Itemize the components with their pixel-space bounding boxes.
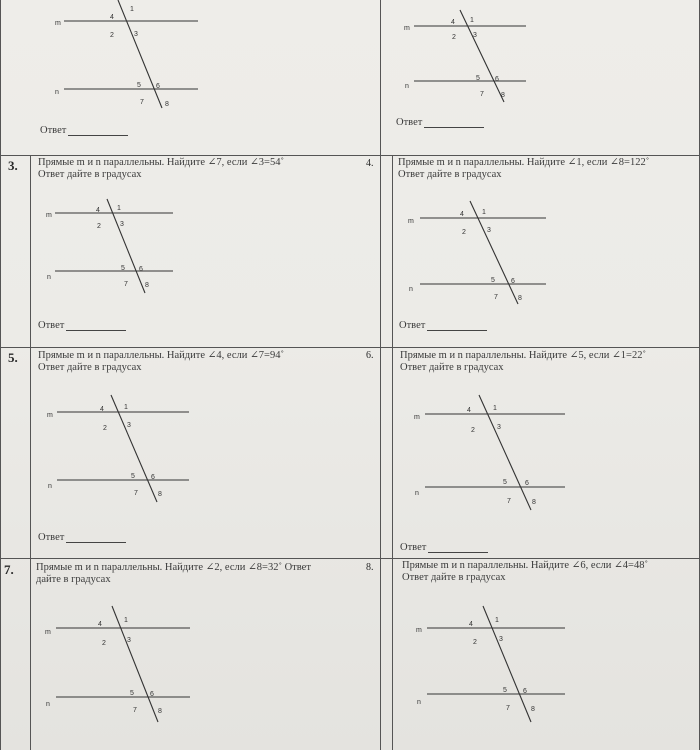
label-5: 5 <box>491 277 495 284</box>
label-6: 6 <box>150 691 154 698</box>
label-5: 5 <box>137 82 141 89</box>
label-7: 7 <box>494 294 498 301</box>
label-6: 6 <box>511 278 515 285</box>
label-8: 8 <box>532 499 536 506</box>
label-8: 8 <box>531 706 535 713</box>
label-4: 4 <box>460 211 464 218</box>
parallel-lines-figure-2 <box>400 0 560 110</box>
label-5: 5 <box>121 265 125 272</box>
label-7: 7 <box>124 281 128 288</box>
label-2: 2 <box>462 229 466 236</box>
parallel-lines-figure-6 <box>405 392 575 512</box>
label-1: 1 <box>470 17 474 24</box>
parallel-lines-figure-1 <box>50 0 210 115</box>
label-m: m <box>55 20 61 27</box>
label-7: 7 <box>506 705 510 712</box>
label-8: 8 <box>158 708 162 715</box>
transversal <box>470 201 518 304</box>
parallel-lines-figure-7 <box>40 600 200 725</box>
task-number-3: 3. <box>8 158 18 173</box>
label-n: n <box>46 701 50 708</box>
label-4: 4 <box>100 406 104 413</box>
answer-field-1[interactable] <box>40 125 128 136</box>
label-3: 3 <box>487 227 491 234</box>
label-2: 2 <box>473 639 477 646</box>
label-m: m <box>416 627 422 634</box>
row-divider-1 <box>0 155 700 156</box>
answer-field-4[interactable] <box>399 320 487 331</box>
label-n: n <box>417 699 421 706</box>
transversal <box>479 395 531 510</box>
label-2: 2 <box>97 223 101 230</box>
answer-label: Ответ <box>38 532 65 543</box>
label-m: m <box>404 25 410 32</box>
label-n: n <box>405 83 409 90</box>
answer-blank[interactable] <box>424 117 484 128</box>
task-line-1: Прямые m и n параллельны. Найдите ∠2, если ∠8=32˚ Ответ <box>36 562 311 573</box>
label-6: 6 <box>525 480 529 487</box>
label-5: 5 <box>130 690 134 697</box>
answer-blank[interactable] <box>428 542 488 553</box>
label-2: 2 <box>103 425 107 432</box>
label-3: 3 <box>127 422 131 429</box>
number-col-divider-left <box>30 155 31 750</box>
label-m: m <box>408 218 414 225</box>
label-n: n <box>409 286 413 293</box>
label-2: 2 <box>102 640 106 647</box>
transversal <box>118 0 162 108</box>
answer-field-3[interactable] <box>38 320 126 331</box>
label-7: 7 <box>507 498 511 505</box>
label-n: n <box>55 89 59 96</box>
label-3: 3 <box>134 31 138 38</box>
label-4: 4 <box>110 14 114 21</box>
label-6: 6 <box>495 76 499 83</box>
label-1: 1 <box>124 617 128 624</box>
answer-field-2[interactable] <box>396 117 484 128</box>
label-1: 1 <box>482 209 486 216</box>
task-line-1: Прямые m и n параллельны. Найдите ∠5, если ∠1=22˚ <box>400 350 646 361</box>
task-line-2: Ответ дайте в градусах <box>398 169 502 180</box>
label-4: 4 <box>451 19 455 26</box>
task-line-1: Прямые m и n параллельны. Найдите ∠4, если ∠7=94˚ <box>38 350 284 361</box>
task-text-3 <box>38 157 348 181</box>
label-1: 1 <box>495 617 499 624</box>
label-n: n <box>48 483 52 490</box>
answer-field-6[interactable] <box>400 542 488 553</box>
label-3: 3 <box>499 636 503 643</box>
answer-blank[interactable] <box>66 532 126 543</box>
task-text-8 <box>402 560 700 584</box>
answer-label: Ответ <box>400 542 427 553</box>
parallel-lines-figure-4 <box>400 198 560 308</box>
label-5: 5 <box>476 75 480 82</box>
label-n: n <box>47 274 51 281</box>
label-8: 8 <box>165 101 169 108</box>
label-4: 4 <box>467 407 471 414</box>
label-3: 3 <box>497 424 501 431</box>
label-1: 1 <box>493 405 497 412</box>
answer-label: Ответ <box>399 320 426 331</box>
label-1: 1 <box>117 205 121 212</box>
task-number-7: 7. <box>4 562 14 577</box>
task-number-4: 4. <box>366 158 374 169</box>
label-1: 1 <box>130 6 134 13</box>
number-col-divider-right <box>392 155 393 750</box>
transversal <box>460 10 504 102</box>
label-m: m <box>45 629 51 636</box>
label-5: 5 <box>131 473 135 480</box>
label-4: 4 <box>96 207 100 214</box>
row-divider-3 <box>0 558 700 559</box>
task-number-5: 5. <box>8 350 18 365</box>
answer-blank[interactable] <box>66 320 126 331</box>
task-text-7 <box>36 562 346 586</box>
label-7: 7 <box>133 707 137 714</box>
label-2: 2 <box>452 34 456 41</box>
label-8: 8 <box>518 295 522 302</box>
row-divider-2 <box>0 347 700 348</box>
transversal <box>111 395 157 502</box>
label-7: 7 <box>140 99 144 106</box>
task-line-1: Прямые m и n параллельны. Найдите ∠1, если ∠8=122˚ <box>398 157 650 168</box>
label-m: m <box>46 212 52 219</box>
label-6: 6 <box>139 266 143 273</box>
label-3: 3 <box>473 32 477 39</box>
task-line-1: Прямые m и n параллельны. Найдите ∠6, если ∠4=48˚ <box>402 560 648 571</box>
label-6: 6 <box>151 474 155 481</box>
label-7: 7 <box>134 490 138 497</box>
label-1: 1 <box>124 404 128 411</box>
task-line-2: Ответ дайте в градусах <box>38 362 142 373</box>
label-8: 8 <box>158 491 162 498</box>
task-line-2: Ответ дайте в градусах <box>400 362 504 373</box>
label-4: 4 <box>469 621 473 628</box>
label-5: 5 <box>503 479 507 486</box>
label-3: 3 <box>127 637 131 644</box>
label-7: 7 <box>480 91 484 98</box>
transversal <box>112 606 158 722</box>
column-divider <box>380 0 381 750</box>
task-line-2: дайте в градусах <box>36 574 111 585</box>
label-6: 6 <box>523 688 527 695</box>
label-m: m <box>414 414 420 421</box>
parallel-lines-figure-3 <box>45 195 185 295</box>
task-number-6: 6. <box>366 350 374 361</box>
answer-label: Ответ <box>38 320 65 331</box>
answer-label: Ответ <box>40 125 67 136</box>
label-2: 2 <box>471 427 475 434</box>
label-5: 5 <box>503 687 507 694</box>
parallel-lines-figure-8 <box>405 600 575 725</box>
label-8: 8 <box>145 282 149 289</box>
task-text-6 <box>400 350 700 374</box>
task-line-2: Ответ дайте в градусах <box>38 169 142 180</box>
left-edge <box>0 0 1 750</box>
label-6: 6 <box>156 83 160 90</box>
label-m: m <box>47 412 53 419</box>
task-line-1: Прямые m и n параллельны. Найдите ∠7, если ∠3=54˚ <box>38 157 284 168</box>
parallel-lines-figure-5 <box>45 390 195 505</box>
label-n: n <box>415 490 419 497</box>
label-3: 3 <box>120 221 124 228</box>
task-text-5 <box>38 350 348 374</box>
task-line-2: Ответ дайте в градусах <box>402 572 506 583</box>
label-2: 2 <box>110 32 114 39</box>
task-number-8: 8. <box>366 562 374 573</box>
label-4: 4 <box>98 621 102 628</box>
label-8: 8 <box>501 92 505 99</box>
task-text-4 <box>398 157 700 181</box>
answer-blank[interactable] <box>427 320 487 331</box>
answer-field-5[interactable] <box>38 532 126 543</box>
answer-blank[interactable] <box>68 125 128 136</box>
answer-label: Ответ <box>396 117 423 128</box>
